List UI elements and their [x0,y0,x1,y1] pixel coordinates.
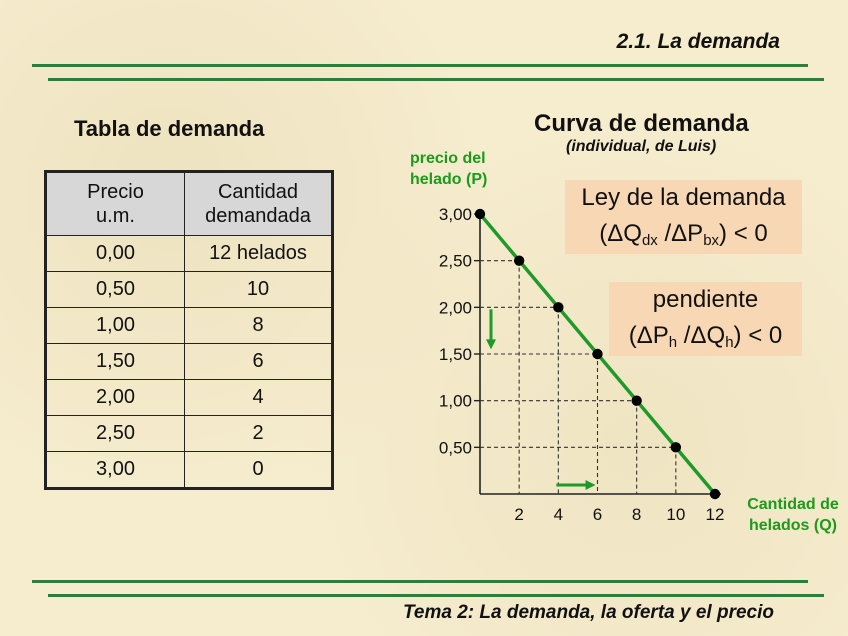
right-arrow-icon [586,480,596,490]
header-title: 2.1. La demanda [616,30,780,53]
x-tick-label: 6 [592,505,603,524]
data-point [592,349,602,359]
chart-subtitle: (individual, de Luis) [566,138,717,155]
data-point [475,209,485,219]
data-point [553,302,563,312]
price-cell: 3,00 [46,452,185,489]
down-arrow-icon [486,339,496,349]
price-cell: 1,00 [46,308,185,344]
y-axis-label-line2: helado (P) [410,171,488,188]
x-tick-label: 8 [631,505,642,524]
data-point [671,442,681,452]
quantity-header-line2: demandada [205,205,311,227]
x-axis-label-line2: helados (Q) [748,517,837,534]
x-tick-label: 4 [553,505,564,524]
x-axis-label-line1: Cantidad de [747,496,839,513]
slope-box [609,282,802,356]
x-tick-label: 10 [666,505,686,524]
price-header-line2: u.m. [96,205,135,227]
x-tick-label: 2 [514,505,524,524]
y-tick-label: 2,00 [438,298,472,318]
law-of-demand-formula: ($\Delta Q_{dx}$ $/\Delta P_{bx}) < 0$ [599,220,768,249]
data-point [631,395,641,405]
x-tick-label: 12 [705,505,725,524]
chart-title: Curva de demanda [534,110,749,137]
y-tick-label: 1,00 [438,391,472,411]
price-cell: 2,00 [46,380,185,416]
price-cell: 0,50 [46,272,185,308]
footer-rule-top [32,580,808,583]
price-header-line1: Precio [87,181,144,203]
price-cell: 2,50 [46,416,185,452]
y-tick-label: 2,50 [438,251,472,271]
y-tick-label: 0,50 [438,438,472,458]
slope-formula: ($\Delta P_h$ $/\Delta Q_h) < 0$ [628,322,783,351]
footer-title: Tema 2: La demanda, la oferta y el precio [403,602,774,623]
slope-title: pendiente [652,286,759,313]
quantity-cell: 2 [185,416,333,452]
quantity-cell: 8 [185,308,333,344]
price-cell: 1,50 [46,344,185,380]
quantity-cell: 10 [185,272,333,308]
data-point [710,489,720,499]
quantity-header-line1: Cantidad [217,181,299,203]
law-of-demand-box [565,180,802,254]
y-tick-label: 3,00 [438,205,472,224]
quantity-cell: 0 [185,452,333,489]
y-tick-label: 1,50 [438,345,472,364]
quantity-cell: 4 [185,380,333,416]
quantity-cell: 6 [185,344,333,380]
footer-rule-bottom [48,594,824,597]
law-of-demand-title: Ley de la demanda [581,184,786,211]
quantity-cell: 12 helados [185,236,333,272]
y-axis-label-line1: precio del [410,150,486,167]
data-point [514,255,524,265]
table-title: Tabla de demanda [74,116,265,141]
price-cell: 0,00 [46,236,185,272]
